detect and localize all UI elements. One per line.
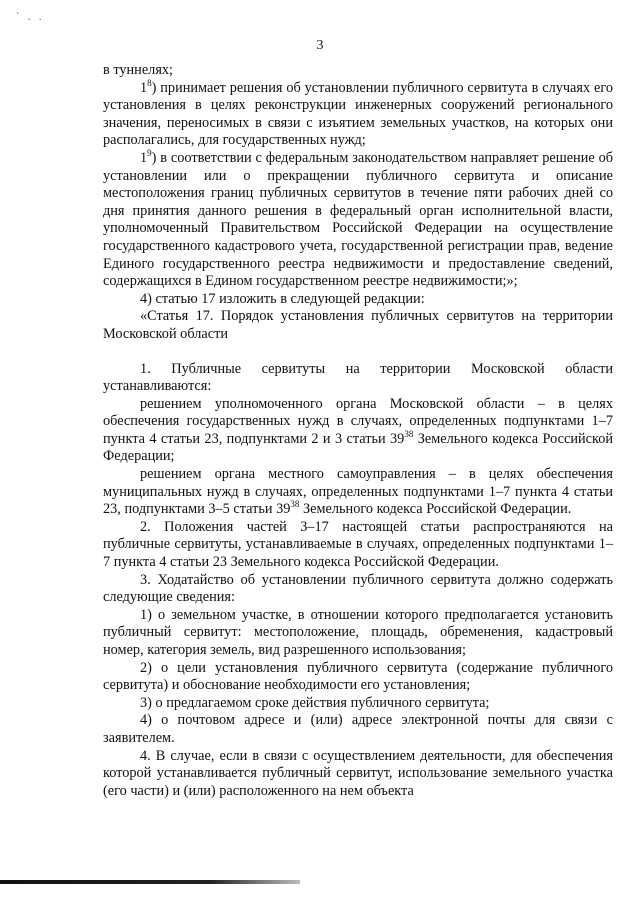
- superscript: 38: [404, 428, 414, 439]
- superscript: 8: [147, 77, 152, 88]
- paragraph-11: 1) о земельном участке, в отношении которого предполагается установить публичный сервитут: местоположение, площадь, обременения, кадастровый номер, категория земель, вид разрешенного использования;: [103, 606, 613, 658]
- superscript: 38: [290, 499, 300, 510]
- subpoint-number: 1: [140, 149, 148, 166]
- paragraph-text-end: Земельного кодекса Российской Федерации;: [103, 430, 613, 465]
- paragraph-6: 1. Публичные сервитуты на территории Московской области устанавливаются:: [103, 360, 613, 395]
- paragraph-15: 4. В случае, если в связи с осуществлением деятельности, для обеспечения которой устанавливается публичный сервитут, использование земельного участка (его части) и (или) расположенного на нем объекта: [103, 747, 613, 799]
- bottom-scan-edge: [0, 880, 300, 884]
- superscript: 9: [147, 147, 152, 158]
- paragraph-text: решением уполномоченного органа Московской области – в целях обеспечения государственных нужд в случаях, определенных подпунктами 1–7 пункта 4 статьи 23, подпунктами 2 и 3 статьи 39: [103, 395, 613, 447]
- scan-specks: ` . .: [16, 12, 45, 23]
- subpoint-number: 1: [140, 79, 148, 96]
- article-heading: «Статья 17. Порядок установления публичных сервитутов на территории Московской области: [103, 308, 613, 342]
- paragraph-4: 4) статью 17 изложить в следующей редакции:: [140, 290, 425, 307]
- paragraph-text-end: Земельного кодекса Российской Федерации.: [299, 501, 572, 518]
- paragraph-3: [103, 147, 613, 291]
- paragraph-2: [103, 77, 613, 150]
- paragraph-13: 3) о предлагаемом сроке действия публичного сервитута;: [140, 694, 490, 711]
- paragraph-7: [103, 396, 613, 466]
- paragraph-10: 3. Ходатайство об установлении публичного сервитута должно содержать следующие сведения:: [103, 571, 613, 606]
- document-body: [103, 62, 613, 800]
- paragraph-text: ) в соответствии с федеральным законодательством направляет решение об установлении или о прекращении публичного сервитута и описание местоположения границ публичных сервитутов в течение пяти рабочих дней со дня принятия данного решения в федеральный орган исполнительной власти, уполномоченный Правительством Российской Федерации на осуществление государственного кадастрового учета, государственной регистрации прав, ведение Единого государственного реестра недвижимости и предоставление сведений, содержащихся в Едином государственном реестре недвижимости;»;: [103, 149, 613, 290]
- page-number: 3: [316, 38, 324, 53]
- paragraph-12: 2) о цели установления публичного сервитута (содержание публичного сервитута) и обоснование необходимости его установления;: [103, 659, 613, 694]
- paragraph-9: 2. Положения частей 3–17 настоящей статьи распространяются на публичные сервитуты, устанавливаемые в случаях, определенных подпунктами 1–7 пункта 4 статьи 23 Земельного кодекса Российской Федерации.: [103, 518, 613, 571]
- paragraph-text: решением органа местного самоуправления – в целях обеспечения муниципальных нужд в случаях, определенных подпунктами 1–7 пункта 4 статьи 23, подпунктами 3–5 статьи 39: [103, 466, 613, 518]
- paragraph-8: [103, 466, 613, 519]
- paragraph-1: в туннелях;: [103, 62, 174, 78]
- paragraph-14: 4) о почтовом адресе и (или) адресе электронной почты для связи с заявителем.: [103, 712, 613, 746]
- paragraph-text: ) принимает решения об установлении публичного сервитута в случаях его установления в целях реконструкции инженерных сооружений регионального значения, переносимых в связи с изъятием земельных участков, на которых они располагались, для государственных нужд;: [103, 79, 613, 149]
